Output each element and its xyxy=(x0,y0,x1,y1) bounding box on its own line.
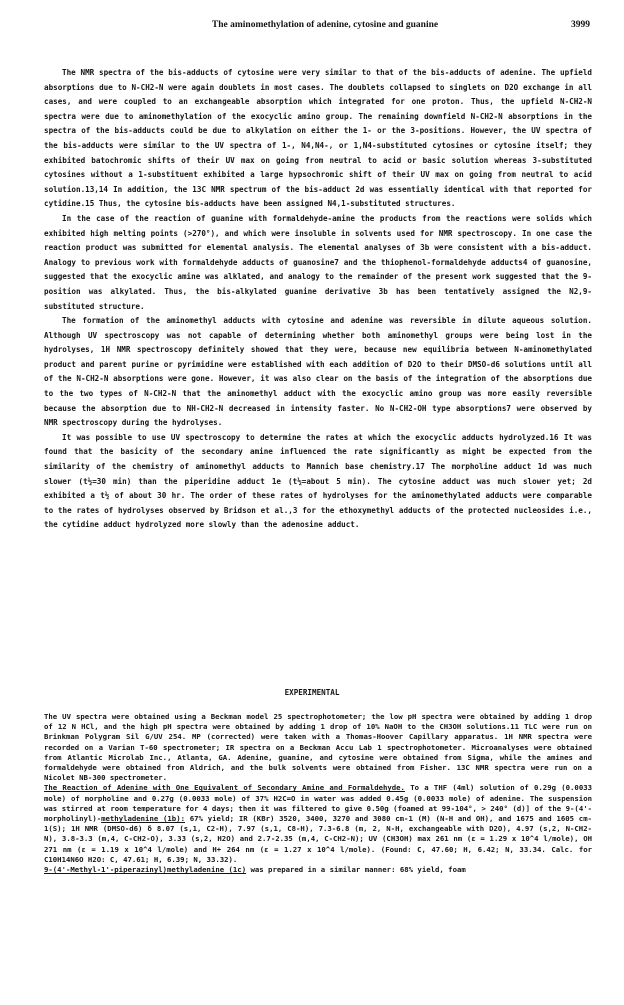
experimental-1c xyxy=(44,865,592,875)
compound-1c-label: 9-(4'-Methyl-1'-piperazinyl)methyladenine (1c) xyxy=(44,865,247,875)
experimental-section xyxy=(44,712,592,875)
procedure-heading: The Reaction of Adenine with One Equivalent of Secondary Amine and Formaldehyde. xyxy=(44,783,405,793)
running-title: The aminomethylation of adenine, cytosine and guanine xyxy=(211,20,439,30)
paragraph-reversibility: The formation of the aminomethyl adducts with cytosine and adenine was reversible in dilute aqueous solution. Although UV spectroscopy was not capable of determining whether both aminomethyl groups were being lost in the hydrolyses, 1H NMR spectroscopy definitely showed that they were, because new equilibria between N-aminomethylated product and parent purine or pyrimidine were established with each addition of D2O to their DMSO-d6 solutions until all of the N-CH2-N absorptions were gone. However, it was also clear on the basis of the integration of the absorptions due to the two types of N-CH2-N that the aminomethyl adduct with the exocyclic amino group was more easily reversible because the absorption due to NH-CH2-N decreased in intensity faster. No N-CH2-OH type absorptions7 were observed by NMR spectroscopy during the hydrolyses. xyxy=(44,316,592,428)
compound-1b-label: methyladenine (1b): xyxy=(101,814,185,824)
experimental-adenine-reaction xyxy=(44,783,592,865)
page-number: 3999 xyxy=(571,20,590,30)
compound-1c-data: was prepared in a similar manner: 68% yield, foam xyxy=(246,865,466,875)
main-text xyxy=(44,66,592,533)
compound-1b-data: 67% yield; IR (KBr) 3520, 3400, 3270 and 3080 cm-1 (M) (N-H and OH), and 1675 and 1605 cm-1(S); 1H NMR (DMSO-d6) δ 8.07 (s,1, C2-H), 7.97 (s,1, C8-H), 7.3-6.8 (m, 2, N-H, exchangeable with D2O), 4.97 (s,2, N-CH2-N), 3.8-3.3 (m,4, C-CH2-O), 3.33 (s,2, H2O) and 2.7-2.35 (m,4, C-CH2-N); UV (CH3OH) max 261 nm (ε = 1.29 x 10^4 l/mole), OH 271 nm (ε = 1.19 x 10^4 l/mole) and H+ 264 nm (ε = 1.27 x 10^4 l/mole). (Found: C, 47.60; H, 6.42; N, 33.34. Calc. for C10H14N6O H2O: C, 47.61; H, 6.39; N, 33.32). xyxy=(44,814,592,864)
procedure-body: To a THF (4ml) solution of 0.29g (0.0033 mole) of morpholine and 0.27g (0.0033 mole) of 37% H2C=O in water was added 0.45g (0.0033 mole) of adenine. The suspension was stirred at room temperature for 4 days; then it was filtered to give 0.50g (foamed at 99-104°, > 240° (d)] of the 9-(4'-morpholinyl)- xyxy=(44,783,593,824)
paragraph-guanine: In the case of the reaction of guanine with formaldehyde-amine the products from the reactions were solids which exhibited high melting points (>270°), and which were insoluble in solvents used for NMR spectroscopy. In one case the reaction product was submitted for elemental analysis. The elemental analyses of 3b were consistent with a bis-adduct. Analogy to previous work with formaldehyde adducts of guanosine7 and the thiophenol-formaldehyde adducts4 of guanosine, suggested that the exocyclic amine was alklated, and analogy to the remainder of the present work suggested that the 9-position was alkylated. Thus, the bis-alkylated guanine derivative 3b has been tentatively assigned the N2,9-substituted structure. xyxy=(44,213,592,311)
experimental-heading: EXPERIMENTAL xyxy=(284,688,340,697)
experimental-methods: The UV spectra were obtained using a Beckman model 25 spectrophotometer; the low pH spectra were obtained by adding 1 drop of 12 N HCl, and the high pH spectra were obtained by adding 1 drop of 10% NaOH to the CH3OH solutions.11 TLC were run on Brinkman Polygram Sil G/UV 254. MP (corrected) were taken with a Thomas-Hoover Capillary apparatus. 1H NMR spectra were recorded on a Varian T-60 spectrometer; IR spectra on a Beckman Accu Lab 1 spectrophotometer. Microanalyses were obtained from Atlantic Microlab Inc., Atlanta, GA. Adenine, guanine, and cytosine were obtained from Sigma, while the amines and formaldehyde were obtained from Aldrich, and the bulk solvents were obtained from Fisher. 13C NMR spectra were run on a Nicolet NB-300 spectrometer. xyxy=(44,712,592,783)
paragraph-cytosine-nmr: The NMR spectra of the bis-adducts of cytosine were very similar to that of the bis-adducts of adenine. The upfield absorptions due to N-CH2-N were again doublets in most cases. The doublets collapsed to singlets on D2O exchange in all cases, and were coupled to an exchangeable absorption which integrated for one proton. Thus, the upfield N-CH2-N spectra were due to aminomethylation of the exocyclic amino group. The remaining downfield N-CH2-N absorptions in the spectra of the bis-adducts could be due to alkylation on either the 1- or the 3-positions. However, the UV spectra of the bis-adducts were similar to the UV spectra of 1-, N4,N4-, or 1,N4-substituted cytosines or cytosine itself; they exhibited batochromic shifts of their UV max on going from neutral to acid or basic solution whereas 3-substituted cytosines without a 1-substituent exhibited a large hypsochromic shift of their UV max on going from neutral to acid solution.13,14 In addition, the 13C NMR spectrum of the bis-adduct 2d was essentially identical with that reported for cytidine.15 Thus, the cytosine bis-adducts have been assigned N4,1-substituted structures. xyxy=(44,68,592,209)
paragraph-hydrolysis-rates: It was possible to use UV spectroscopy to determine the rates at which the exocyclic adducts hydrolyzed.16 It was found that the basicity of the secondary amine influenced the rate significantly as might be expected from the similarity of the chemistry of aminomethyl adducts to Mannich base chemistry.17 The morpholine adduct 1d was much slower (t½=30 min) than the piperidine adduct 1e (t½=about 5 min). The cytosine adduct was much slower yet; 2d exhibited a t½ of about 30 hr. The order of these rates of hydrolyses for the aminomethylated adducts were comparable to the rates of hydrolyses observed by Bridson et al.,3 for the ethoxymethyl adducts of the protected nucleosides i.e., the cytidine adduct hydrolyzed more slowly than the adenosine adduct. xyxy=(44,432,592,530)
running-header xyxy=(60,20,590,34)
